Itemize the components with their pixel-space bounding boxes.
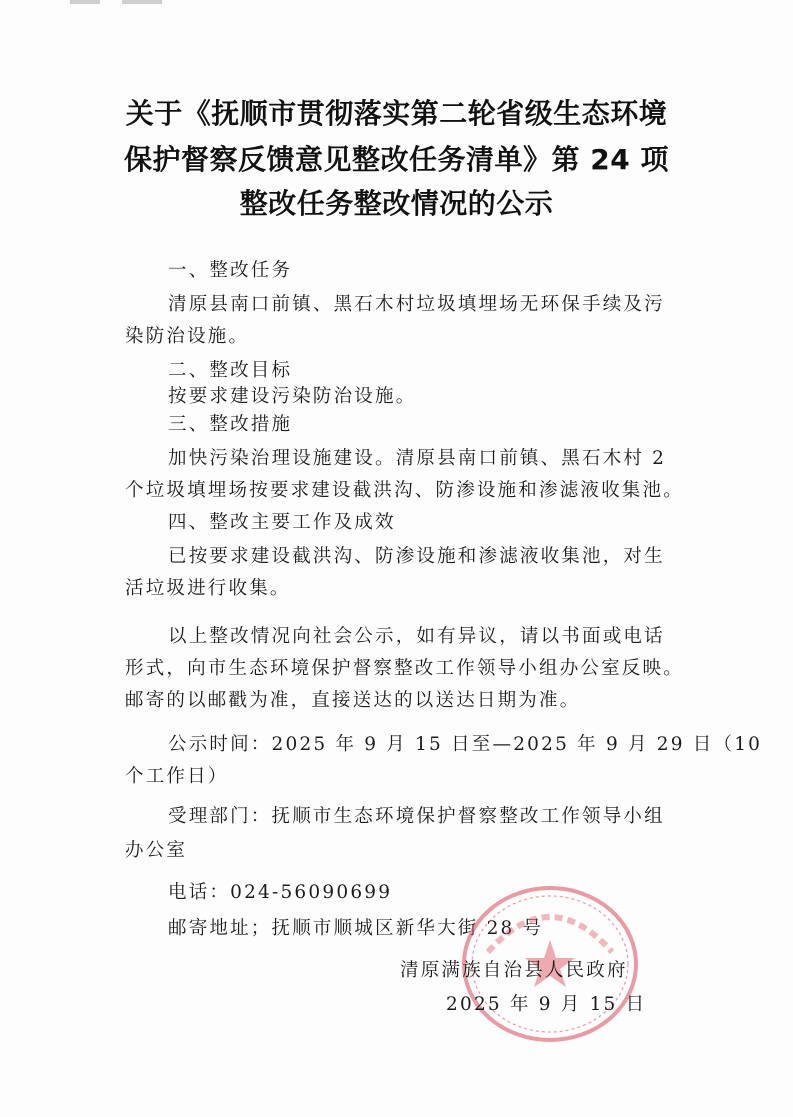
notice-line-1: 以上整改情况向社会公示，如有异议，请以书面或电话 (168, 626, 665, 647)
phone: 电话：024-56090699 (168, 882, 393, 903)
scan-mark (122, 0, 162, 4)
goal-heading: 二、整改目标 (168, 360, 293, 381)
measure-heading: 三、整改措施 (168, 414, 293, 435)
task-body-line-2: 染防治设施。 (125, 326, 250, 347)
period-line-1: 公示时间：2025 年 9 月 15 日至—2025 年 9 月 29 日（10 (168, 734, 763, 755)
title-line-3: 整改任务整改情况的公示 (239, 187, 554, 220)
notice-line-2: 形式，向市生态环境保护督察整改工作领导小组办公室反映。 (125, 658, 684, 679)
measure-body-line-1: 加快污染治理设施建设。清原县南口前镇、黑石木村 2 (168, 448, 667, 469)
goal-body: 按要求建设污染防治设施。 (168, 386, 417, 407)
result-heading: 四、整改主要工作及成效 (168, 512, 396, 533)
result-body-line-2: 活垃圾进行收集。 (125, 578, 291, 599)
scan-mark (70, 0, 100, 4)
issue-date: 2025 年 9 月 15 日 (446, 994, 647, 1015)
task-heading: 一、整改任务 (168, 260, 293, 281)
address: 邮寄地址；抚顺市顺城区新华大街 28 号 (168, 918, 544, 939)
title-line-1: 关于《抚顺市贯彻落实第二轮省级生态环境 (125, 97, 668, 130)
result-body-line-1: 已按要求建设截洪沟、防渗设施和渗滤液收集池，对生 (168, 546, 665, 567)
issuer: 清原满族自治县人民政府 (400, 960, 628, 981)
department-line-2: 办公室 (125, 840, 188, 861)
task-body-line-1: 清原县南口前镇、黑石木村垃圾填埋场无环保手续及污 (168, 294, 665, 315)
measure-body-line-2: 个垃圾填埋场按要求建设截洪沟、防渗设施和渗滤液收集池。 (125, 480, 684, 501)
department-line-1: 受理部门：抚顺市生态环境保护督察整改工作领导小组 (168, 806, 665, 827)
notice-line-3: 邮寄的以邮戳为准，直接送达的以送达日期为准。 (125, 690, 581, 711)
title-line-2: 保护督察反馈意见整改任务清单》第 24 项 (124, 143, 669, 176)
period-line-2: 个工作日） (125, 766, 229, 787)
